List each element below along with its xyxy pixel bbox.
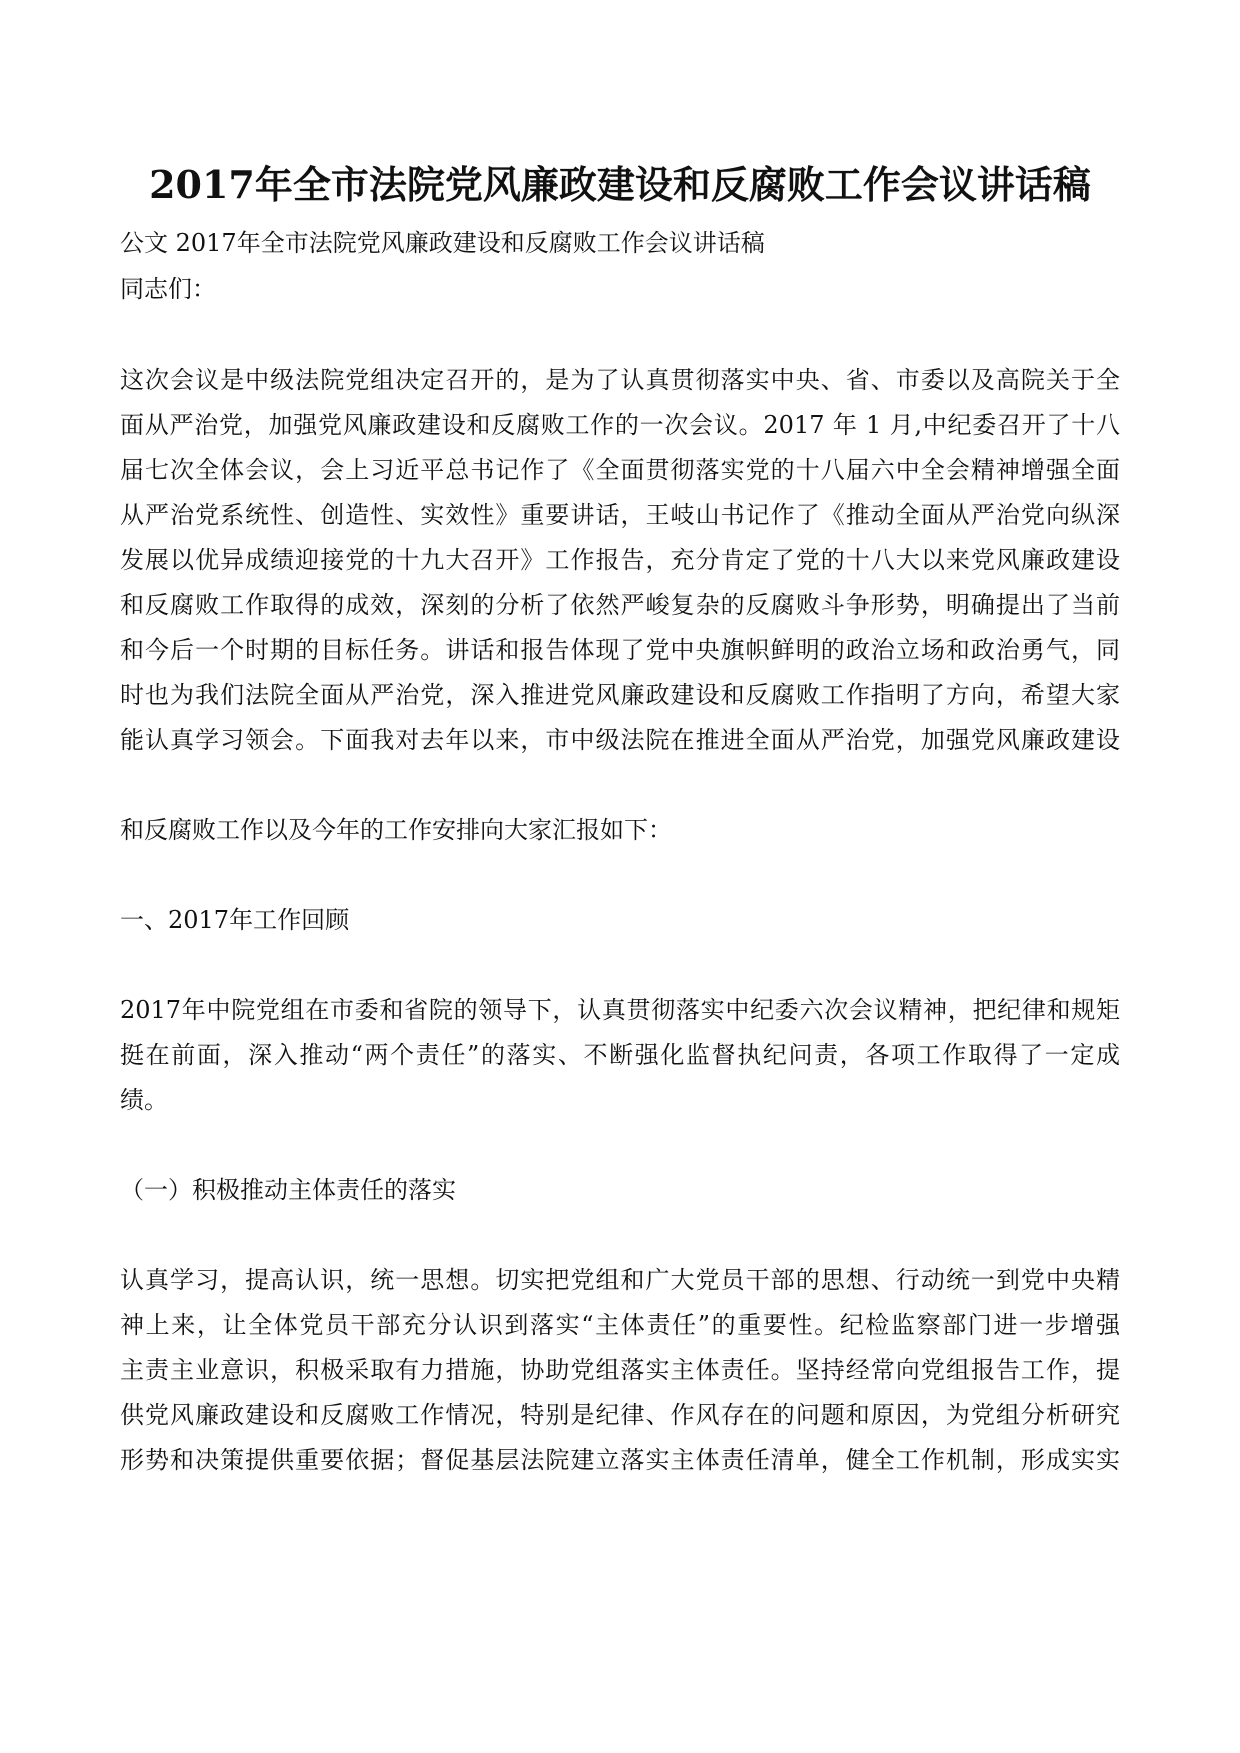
paragraph-line: 和反腐败工作取得的成效，深刻的分析了依然严峻复杂的反腐败斗争形势，明确提出了当前 [120, 591, 1120, 619]
document-subtitle: 公文 2017年全市法院党风廉政建设和反腐败工作会议讲话稿 [120, 229, 765, 257]
paragraph-line: 2017年中院党组在市委和省院的领导下，认真贯彻落实中纪委六次会议精神，把纪律和规矩 [120, 996, 1120, 1024]
paragraph-line: 形势和决策提供重要依据；督促基层法院建立落实主体责任清单，健全工作机制，形成实实 [120, 1446, 1120, 1474]
paragraph-line: 面从严治党，加强党风廉政建设和反腐败工作的一次会议。2017 年 1 月,中纪委召开了十八 [120, 411, 1120, 439]
paragraph-line: 从严治党系统性、创造性、实效性》重要讲话，王岐山书记作了《推动全面从严治党向纵深 [120, 501, 1120, 529]
paragraph-line: 挺在前面，深入推动“两个责任”的落实、不断强化监督执纪问责，各项工作取得了一定成 [120, 1041, 1120, 1069]
paragraph-line: 届七次全体会议，会上习近平总书记作了《全面贯彻落实党的十八届六中全会精神增强全面 [120, 456, 1120, 484]
paragraph-line: 和反腐败工作以及今年的工作安排向大家汇报如下： [120, 816, 672, 844]
salutation: 同志们： [120, 275, 216, 303]
paragraph-line: 供党风廉政建设和反腐败工作情况，特别是纪律、作风存在的问题和原因，为党组分析研究 [120, 1401, 1120, 1429]
paragraph-line: 绩。 [120, 1086, 168, 1114]
document-title: 2017年全市法院党风廉政建设和反腐败工作会议讲话稿 [149, 162, 1091, 207]
paragraph-line: 主责主业意识，积极采取有力措施，协助党组落实主体责任。坚持经常向党组报告工作，提 [120, 1356, 1120, 1384]
paragraph-line: 这次会议是中级法院党组决定召开的，是为了认真贯彻落实中央、省、市委以及高院关于全 [120, 366, 1120, 394]
paragraph-line: 时也为我们法院全面从严治党，深入推进党风廉政建设和反腐败工作指明了方向，希望大家 [120, 681, 1120, 709]
section-heading: 一、2017年工作回顾 [120, 906, 350, 934]
subsection-heading: （一）积极推动主体责任的落实 [120, 1176, 456, 1204]
paragraph-line: 能认真学习领会。下面我对去年以来，市中级法院在推进全面从严治党，加强党风廉政建设 [120, 726, 1120, 754]
paragraph-line: 神上来，让全体党员干部充分认识到落实“主体责任”的重要性。纪检监察部门进一步增强 [120, 1311, 1120, 1339]
paragraph-line: 认真学习，提高认识，统一思想。切实把党组和广大党员干部的思想、行动统一到党中央精 [120, 1266, 1120, 1294]
paragraph-line: 发展以优异成绩迎接党的十九大召开》工作报告，充分肯定了党的十八大以来党风廉政建设 [120, 546, 1120, 574]
paragraph-line: 和今后一个时期的目标任务。讲话和报告体现了党中央旗帜鲜明的政治立场和政治勇气，同 [120, 636, 1120, 664]
